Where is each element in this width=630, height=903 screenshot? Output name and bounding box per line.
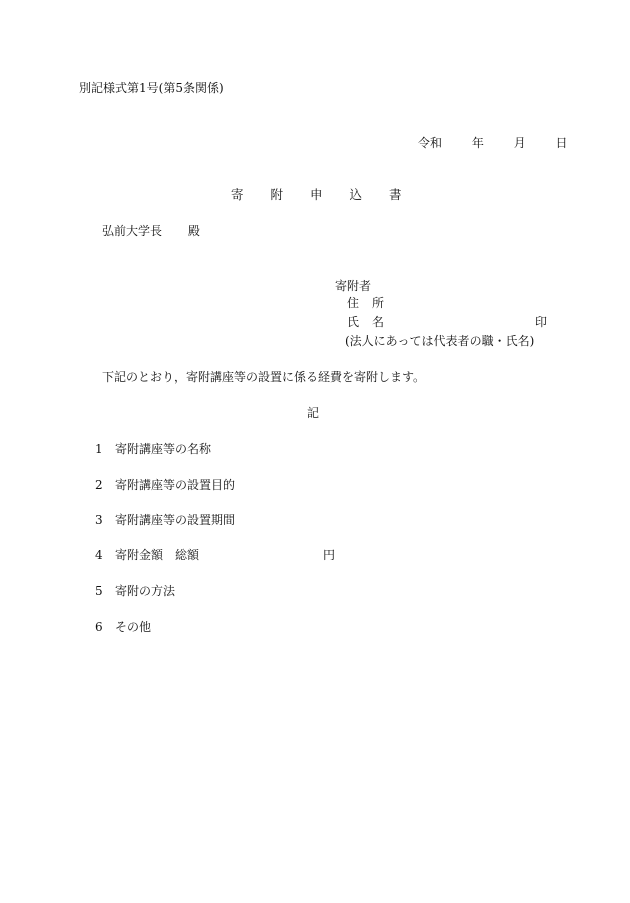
item-label: 寄附の方法 — [115, 584, 176, 598]
item-label: 寄附講座等の設置期間 — [115, 513, 236, 527]
item-number: 4 — [95, 548, 103, 562]
name-label: 氏名 — [347, 315, 398, 329]
representative-note: (法人にあっては代表者の職・氏名) — [345, 334, 535, 348]
date-month: 月 — [513, 136, 526, 150]
date-era: 令和 — [418, 136, 443, 150]
date-year: 年 — [471, 136, 484, 150]
title-char: 附 — [270, 187, 284, 202]
item-number: 3 — [95, 513, 103, 527]
title-char: 書 — [389, 187, 402, 202]
list-item — [95, 443, 211, 455]
item-number: 6 — [95, 620, 103, 634]
section-heading: 記 — [307, 406, 320, 420]
list-item — [95, 621, 151, 633]
list-item — [95, 514, 235, 526]
date-line — [418, 137, 568, 149]
item-label: 寄附金額 — [115, 548, 164, 562]
addressee-name: 弘前大学長 — [102, 224, 163, 238]
seal-mark: 印 — [535, 315, 548, 329]
item-number: 2 — [95, 478, 103, 492]
donor-label: 寄附者 — [335, 279, 372, 293]
list-item — [95, 479, 235, 491]
title-char: 込 — [349, 187, 363, 202]
item-number: 5 — [95, 584, 103, 598]
list-item — [95, 585, 175, 597]
item-label: その他 — [115, 620, 152, 634]
addressee — [102, 225, 200, 237]
list-item — [95, 549, 199, 561]
title-char: 申 — [310, 187, 323, 202]
document-title — [231, 189, 402, 202]
item-number: 1 — [95, 442, 103, 456]
address-label: 住所 — [347, 296, 398, 310]
item-label: 寄附講座等の名称 — [115, 442, 212, 456]
item-label: 寄附講座等の設置目的 — [115, 478, 236, 492]
date-day: 日 — [555, 136, 568, 150]
form-number: 別記様式第1号(第5条関係) — [79, 81, 224, 95]
item-sub-label: 総額 — [175, 548, 200, 562]
intro-text: 下記のとおり，寄附講座等の設置に係る経費を寄附します。 — [102, 370, 426, 384]
addressee-honorific: 殿 — [187, 224, 200, 238]
title-char: 寄 — [231, 187, 244, 202]
amount-unit: 円 — [323, 548, 336, 562]
